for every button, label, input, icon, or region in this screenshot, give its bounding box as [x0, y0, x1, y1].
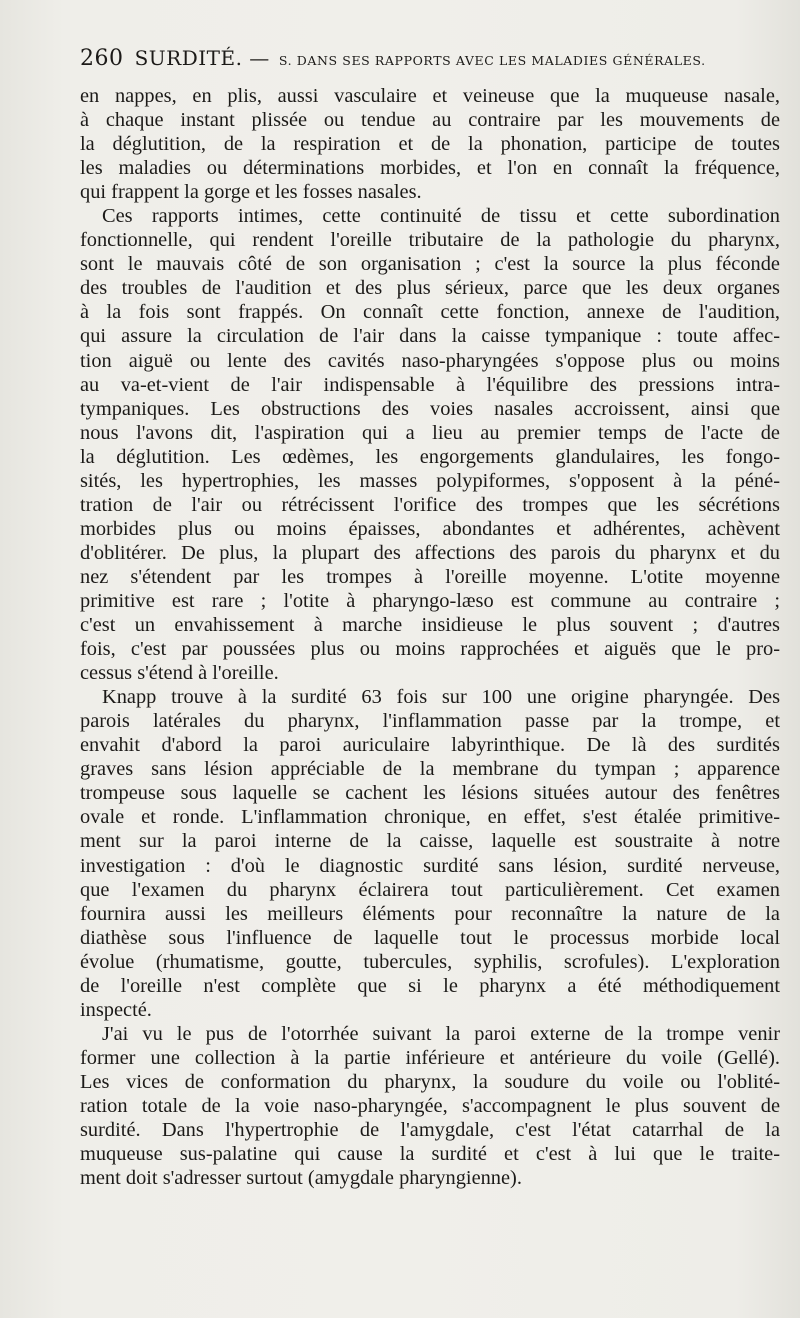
text-line: morbides plus ou moins épaisses, abondantes et adhérentes, achèvent [80, 517, 780, 540]
paragraph-start-line: J'ai vu le pus de l'otorrhée suivant la paroi externe de la trompe venir [102, 1022, 780, 1045]
text-line: d'oblitérer. De plus, la plupart des affections des parois du pharynx et du [80, 541, 780, 564]
text-line: qui frappent la gorge et les fosses nasales. [80, 181, 422, 204]
text-line: que l'examen du pharynx éclairera tout particulièrement. Cet examen [80, 878, 780, 901]
text-line: en nappes, en plis, aussi vasculaire et veineuse que la muqueuse nasale, [80, 85, 780, 107]
text-line: qui assure la circulation de l'air dans la caisse tympanique : toute affec- [80, 325, 780, 348]
text-line: sont le mauvais côté de son organisation ; c'est la source la plus féconde [80, 253, 780, 276]
text-line: à la fois sont frappés. On connaît cette fonction, annexe de l'audition, [80, 301, 780, 324]
page-number: 260 [80, 46, 124, 71]
text-line: former une collection à la partie inférieure et antérieure du voile (Gellé). [80, 1046, 780, 1069]
running-title: SURDITÉ. — [134, 46, 270, 70]
text-line: ment doit s'adresser surtout (amygdale pharyngienne). [80, 1167, 522, 1190]
text-line: fois, c'est par poussées plus ou moins rapprochées et aiguës que le pro- [80, 638, 780, 661]
text-line: ment sur la paroi interne de la caisse, laquelle est soustraite à notre [80, 830, 780, 853]
text-line: au va-et-vient de l'air indispensable à l'équilibre des pressions intra- [80, 373, 780, 396]
text-line: tympaniques. Les obstructions des voies nasales accroissent, ainsi que [80, 397, 780, 420]
text-line: envahit d'abord la paroi auriculaire labyrinthique. De là des surdités [80, 734, 780, 757]
text-line: des troubles de l'audition et des plus sérieux, parce que les deux organes [80, 277, 780, 300]
text-line: primitive est rare ; l'otite à pharyngo-læso est commune au contraire ; [80, 589, 780, 612]
text-line: cessus s'étend à l'oreille. [80, 662, 279, 685]
text-line: muqueuse sus-palatine qui cause la surdité et c'est à lui que le traite- [80, 1143, 780, 1166]
paragraph-start-line: Ces rapports intimes, cette continuité de tissu et cette subordination [102, 205, 780, 228]
text-line: sités, les hypertrophies, les masses polypiformes, s'opposent à la péné- [80, 469, 780, 492]
text-line: fournira aussi les meilleurs éléments pour reconnaître la nature de la [80, 902, 780, 925]
body-text [80, 84, 780, 1190]
text-line: tion aiguë ou lente des cavités naso-pharyngées s'oppose plus ou moins [80, 349, 780, 372]
text-line: tration de l'air ou rétrécissent l'orifice des trompes que les sécrétions [80, 493, 780, 516]
text-line: inspecté. [80, 998, 152, 1021]
text-line: ovale et ronde. L'inflammation chronique, en effet, s'est étalée primitive- [80, 806, 780, 829]
text-line: évolue (rhumatisme, goutte, tubercules, syphilis, scrofules). L'exploration [80, 950, 780, 973]
text-line: investigation : d'où le diagnostic surdité sans lésion, surdité nerveuse, [80, 854, 780, 877]
text-line: nez s'étendent par les trompes à l'oreille moyenne. L'otite moyenne [80, 565, 780, 588]
text-line: les maladies ou déterminations morbides, et l'on en connaît la fréquence, [80, 157, 780, 180]
text-line: à chaque instant plissée ou tendue au contraire par les mouvements de [80, 109, 780, 132]
running-subtitle: S. DANS SES RAPPORTS AVEC LES MALADIES GÉNÉRALES. [278, 53, 706, 68]
text-line: ration totale de la voie naso-pharyngée, s'accompagnent le plus souvent de [80, 1094, 780, 1117]
text-line: Les vices de conformation du pharynx, la soudure du voile ou l'oblité- [80, 1070, 780, 1093]
running-header [80, 46, 780, 72]
text-line: la déglutition, de la respiration et de la phonation, participe de toutes [80, 133, 780, 156]
text-line: c'est un envahissement à marche insidieuse le plus souvent ; d'autres [80, 614, 780, 637]
text-line: nous l'avons dit, l'aspiration qui a lieu au premier temps de l'acte de [80, 421, 780, 444]
text-line: trompeuse sous laquelle se cachent les lésions situées autour des fenêtres [80, 782, 780, 805]
text-line: graves sans lésion appréciable de la membrane du tympan ; apparence [80, 758, 780, 781]
text-line: diathèse sous l'influence de laquelle tout le processus morbide local [80, 926, 780, 949]
text-line: de l'oreille n'est complète que si le pharynx a été méthodiquement [80, 974, 780, 997]
text-line: surdité. Dans l'hypertrophie de l'amygdale, c'est l'état catarrhal de la [80, 1119, 780, 1142]
text-line: fonctionnelle, qui rendent l'oreille tributaire de la pathologie du pharynx, [80, 229, 780, 252]
paragraph-start-line: Knapp trouve à la surdité 63 fois sur 100 une origine pharyngée. Des [102, 686, 780, 709]
text-line: parois latérales du pharynx, l'inflammation passe par la trompe, et [80, 710, 780, 733]
text-line: la déglutition. Les œdèmes, les engorgements glandulaires, les fongo- [80, 445, 780, 468]
